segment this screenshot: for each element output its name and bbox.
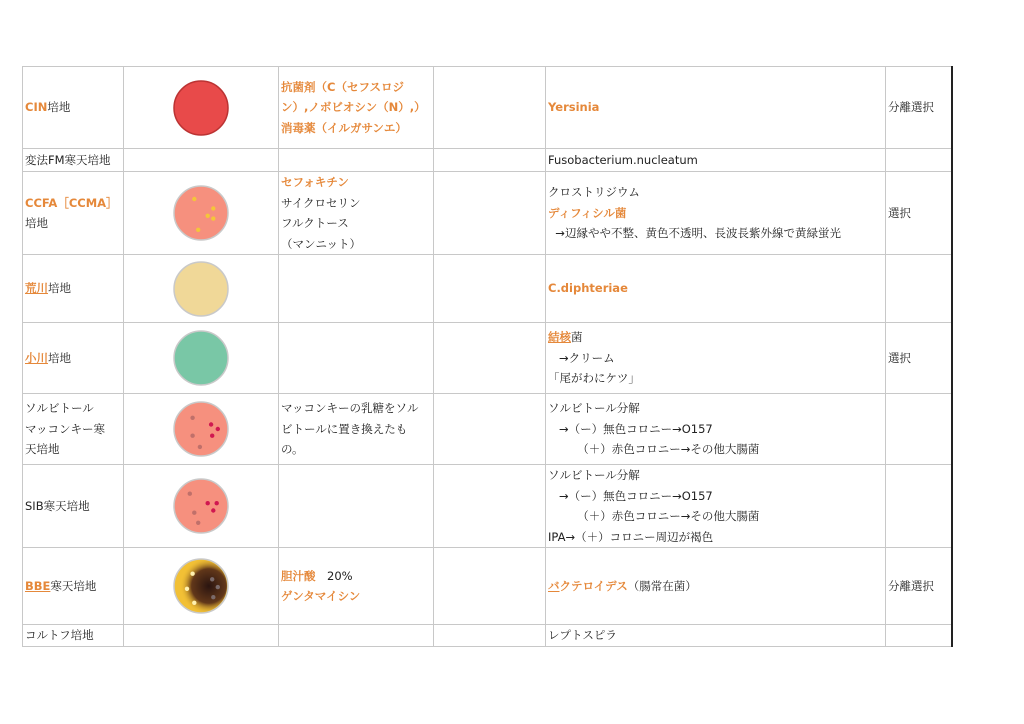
medium-name-cell: SIB寒天培地 (23, 465, 124, 548)
colony-dot (216, 427, 220, 431)
medium-name-cell: CIN培地 (23, 67, 124, 149)
table-row (23, 67, 952, 149)
additive-cell (279, 149, 434, 172)
colony-dot (192, 197, 196, 201)
blank-cell (434, 172, 546, 255)
organism-cell: ソルビトール分解 →（ー）無色コロニー→O157 （＋）赤色コロニー→その他大腸菌 (546, 394, 886, 465)
use-cell: 選択 (886, 172, 952, 255)
table-row (23, 255, 952, 323)
colony-dot (185, 587, 189, 591)
additive-cell (279, 323, 434, 394)
colony-dot (211, 216, 215, 220)
dish-cell (124, 149, 279, 172)
colony-dot (215, 501, 219, 505)
medium-name-cell: コルトフ培地 (23, 625, 124, 647)
blank-cell (434, 625, 546, 647)
colony-dot (206, 501, 210, 505)
dish-agar (174, 331, 228, 385)
blank-cell (434, 255, 546, 323)
culture-dish-icon (173, 478, 229, 534)
organism-cell: Fusobacterium.nucleatum (546, 149, 886, 172)
blank-cell (434, 323, 546, 394)
additive-cell (279, 255, 434, 323)
colony-dot (198, 445, 202, 449)
use-cell: 選択 (886, 323, 952, 394)
organism-cell: Yersinia (546, 67, 886, 149)
culture-dish-icon (173, 558, 229, 614)
table-row (23, 548, 952, 625)
dish-cell (124, 323, 279, 394)
culture-dish-icon (173, 80, 229, 136)
blank-cell (434, 67, 546, 149)
dish-agar (174, 479, 228, 533)
colony-dot (196, 228, 200, 232)
table-row (23, 465, 952, 548)
medium-name-cell: ソルビトール マッコンキー寒 天培地 (23, 394, 124, 465)
colony-dot (209, 422, 213, 426)
additive-cell: 抗菌剤（C（セフスロジ ン）,ノボビオシン（N）,） 消毒薬（イルガサンエ） (279, 67, 434, 149)
blank-cell (434, 465, 546, 548)
colony-dot (190, 434, 194, 438)
culture-dish-icon (173, 185, 229, 241)
dish-agar (174, 262, 228, 316)
colony-dot (216, 585, 220, 589)
additive-cell (279, 625, 434, 647)
blank-cell (434, 548, 546, 625)
culture-dish-icon (173, 401, 229, 457)
organism-cell: クロストリジウム ディフィシル菌 →辺縁やや不整、黄色不透明、長波長紫外線で黄緑蛍光 (546, 172, 886, 255)
medium-name-cell: 小川培地 (23, 323, 124, 394)
dish-cell (124, 465, 279, 548)
use-cell (886, 149, 952, 172)
dish-cell (124, 255, 279, 323)
medium-name-cell: CCFA［CCMA］ 培地 (23, 172, 124, 255)
dish-cell (124, 548, 279, 625)
medium-name-cell: BBE寒天培地 (23, 548, 124, 625)
colony-dot (192, 511, 196, 515)
colony-dot (206, 214, 210, 218)
colony-dot (192, 601, 196, 605)
table-row (23, 149, 952, 172)
table-row (23, 394, 952, 465)
dish-cell (124, 394, 279, 465)
additive-cell: マッコンキーの乳糖をソル ビトールに置き換えたも の。 (279, 394, 434, 465)
dish-agar (174, 81, 228, 135)
additive-cell: 胆汁酸 20% ゲンタマイシン (279, 548, 434, 625)
table-row (23, 323, 952, 394)
organism-cell: バクテロイデス（腸常在菌） (546, 548, 886, 625)
culture-dish-icon (173, 261, 229, 317)
medium-name-cell: 荒川培地 (23, 255, 124, 323)
organism-cell: 結核菌 →クリーム 「尾がわにケツ」 (546, 323, 886, 394)
use-cell: 分離選択 (886, 548, 952, 625)
use-cell: 分離選択 (886, 67, 952, 149)
colony-dot (188, 492, 192, 496)
table-row (23, 172, 952, 255)
use-cell (886, 625, 952, 647)
colony-dot (210, 434, 214, 438)
dish-cell (124, 625, 279, 647)
colony-dot (210, 577, 214, 581)
dish-agar (174, 186, 228, 240)
colony-dot (211, 595, 215, 599)
media-table (22, 66, 953, 647)
colony-dot (190, 416, 194, 420)
organism-cell: レプトスピラ (546, 625, 886, 647)
colony-dot (211, 206, 215, 210)
medium-name-cell: 変法FM寒天培地 (23, 149, 124, 172)
organism-cell: ソルビトール分解 →（ー）無色コロニー→O157 （＋）赤色コロニー→その他大腸菌 IPA→（＋）コロニー周辺が褐色 (546, 465, 886, 548)
dish-cell (124, 172, 279, 255)
blank-cell (434, 394, 546, 465)
use-cell (886, 255, 952, 323)
use-cell (886, 465, 952, 548)
table-row (23, 625, 952, 647)
use-cell (886, 394, 952, 465)
colony-dot (211, 508, 215, 512)
dish-cell (124, 67, 279, 149)
colony-dot (196, 521, 200, 525)
additive-cell (279, 465, 434, 548)
organism-cell: C.diphteriae (546, 255, 886, 323)
additive-cell: セフォキチン サイクロセリン フルクトース （マンニット） (279, 172, 434, 255)
colony-dot (190, 572, 194, 576)
blank-cell (434, 149, 546, 172)
culture-dish-icon (173, 330, 229, 386)
